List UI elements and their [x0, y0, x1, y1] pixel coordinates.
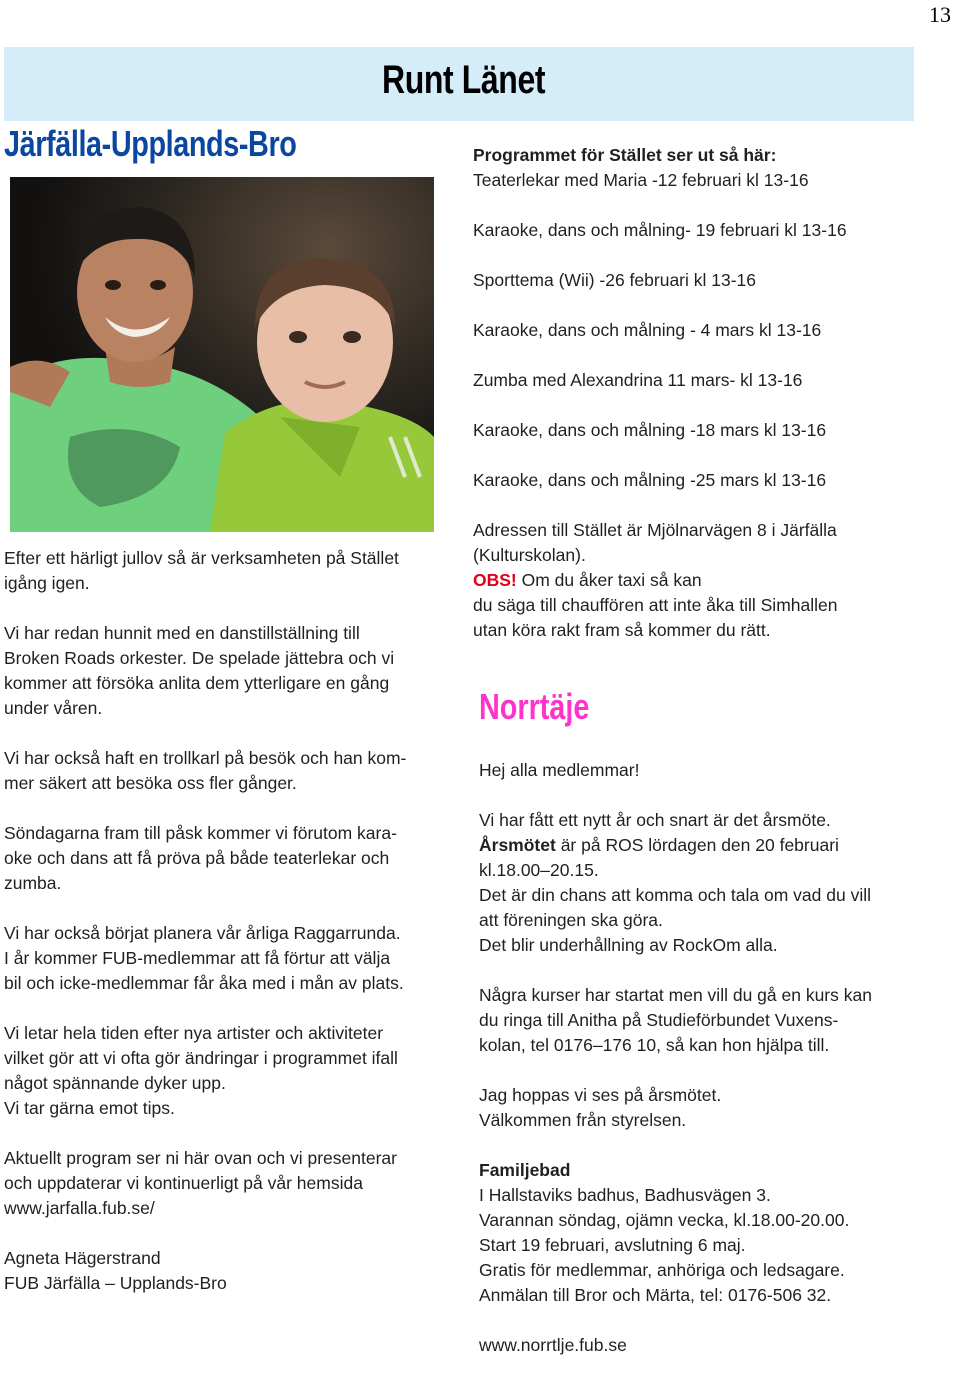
paragraph [4, 821, 442, 896]
region-title: Järfälla-Upplands-Bro [4, 123, 297, 164]
paragraph [4, 546, 442, 596]
familjebad-heading: Familjebad [479, 1160, 571, 1180]
text-line: Vi har också börjat planera vår årliga Raggarrunda. [4, 923, 401, 943]
text-line: oke och dans att få pröva på både teaterlekar och [4, 848, 390, 868]
program-list [473, 143, 913, 518]
greeting: Hej alla medlemmar! [479, 760, 640, 780]
page-number: 13 [929, 2, 951, 27]
photo-two-men [10, 177, 434, 532]
text-line: Broken Roads orkester. De spelade jättebra och vi [4, 648, 395, 668]
text-line: Vi letar hela tiden efter nya artister och aktiviteter [4, 1023, 384, 1043]
text-line: Start 19 februari, avslutning 6 maj. [479, 1235, 746, 1255]
obs-text: Om du åker taxi så kan [516, 570, 702, 590]
familjebad-section [479, 1158, 919, 1308]
arsmote-label: Årsmötet [479, 835, 556, 855]
text-line: Några kurser har startat men vill du gå en kurs kan [479, 985, 872, 1005]
text-line: Vi har fått ett nytt år och snart är det årsmöte. [479, 810, 831, 830]
address-line: utan köra rakt fram så kommer du rätt. [473, 620, 771, 640]
text-line: kommer att försöka anlita dem ytterligare en gång [4, 673, 390, 693]
text-line: Vi har också haft en trollkarl på besök och han kom- [4, 748, 407, 768]
paragraph [4, 1146, 442, 1221]
text-line: mer säkert att besöka oss fler gånger. [4, 773, 297, 793]
program-item: Karaoke, dans och målning - 4 mars kl 13-16 [473, 320, 822, 340]
program-item: Karaoke, dans och målning -25 mars kl 13-16 [473, 470, 827, 490]
program-item: Karaoke, dans och målning -18 mars kl 13-16 [473, 420, 827, 440]
text-line: vilket gör att vi ofta gör ändringar i programmet ifall [4, 1048, 398, 1068]
text-line: kl.18.00–20.15. [479, 860, 599, 880]
text-line: Efter ett härligt jullov så är verksamheten på Stället [4, 548, 399, 568]
program-item: Teaterlekar med Maria -12 februari kl 13-16 [473, 170, 809, 190]
address-line: du säga till chauffören att inte åka till Simhallen [473, 595, 838, 615]
text-line: något spännande dyker upp. [4, 1073, 226, 1093]
address-line: Adressen till Stället är Mjölnarvägen 8 i Järfälla [473, 520, 837, 540]
paragraph [479, 1333, 919, 1358]
text-line: Vi tar gärna emot tips. [4, 1098, 175, 1118]
address-line: (Kulturskolan). [473, 545, 586, 565]
text-line: Anmälan till Bror och Märta, tel: 0176-506 32. [479, 1285, 832, 1305]
text-line: Söndagarna fram till påsk kommer vi förutom kara- [4, 823, 397, 843]
website-link[interactable]: www.jarfalla.fub.se/ [4, 1198, 155, 1218]
text-line: bil och icke-medlemmar får åka med i mån av plats. [4, 973, 404, 993]
text-line: du ringa till Anitha på Studieförbundet Vuxens- [479, 1010, 839, 1030]
paragraph [479, 1083, 919, 1133]
text-line: igång igen. [4, 573, 90, 593]
article-left [4, 546, 442, 1321]
paragraph [4, 746, 442, 796]
signature-name: Agneta Hägerstrand [4, 1248, 161, 1268]
text-line: Välkommen från styrelsen. [479, 1110, 687, 1130]
paragraph [4, 1021, 442, 1121]
article-norrtalje [479, 758, 919, 1383]
signature [4, 1246, 442, 1296]
text-line: Det är din chans att komma och tala om vad du vill [479, 885, 871, 905]
text-line: under våren. [4, 698, 103, 718]
obs-label: OBS! [473, 570, 517, 590]
program-item: Zumba med Alexandrina 11 mars- kl 13-16 [473, 370, 803, 390]
paragraph [4, 621, 442, 721]
program-heading: Programmet för Stället ser ut så här: [473, 145, 777, 165]
text-line: Jag hoppas vi ses på årsmötet. [479, 1085, 722, 1105]
text-line: Gratis för medlemmar, anhöriga och ledsagare. [479, 1260, 845, 1280]
text-line: kolan, tel 0176–176 10, så kan hon hjälpa till. [479, 1035, 830, 1055]
paragraph [479, 808, 919, 958]
paragraph [479, 758, 919, 783]
text-line: zumba. [4, 873, 62, 893]
paragraph [4, 921, 442, 996]
paragraph [479, 983, 919, 1058]
text-line: Vi har redan hunnit med en danstillställning till [4, 623, 360, 643]
text-line: att föreningen ska göra. [479, 910, 663, 930]
program-item: Karaoke, dans och målning- 19 februari kl 13-16 [473, 220, 847, 240]
text-line: I år kommer FUB-medlemmar att få förtur att välja [4, 948, 391, 968]
website-link[interactable]: www.norrtlje.fub.se [479, 1335, 627, 1355]
section-title: Runt Länet [382, 58, 546, 102]
text-line: och uppdaterar vi kontinuerligt på vår hemsida [4, 1173, 363, 1193]
signature-org: FUB Järfälla – Upplands-Bro [4, 1273, 227, 1293]
text-line: Varannan söndag, ojämn vecka, kl.18.00-20.00. [479, 1210, 850, 1230]
norrtalje-title: Norrtäje [479, 686, 590, 727]
text-line [479, 833, 919, 858]
text-line: Det blir underhållning av RockOm alla. [479, 935, 778, 955]
program-item: Sporttema (Wii) -26 februari kl 13-16 [473, 270, 757, 290]
obs-line [473, 568, 913, 593]
text-line: I Hallstaviks badhus, Badhusvägen 3. [479, 1185, 771, 1205]
text-line: Aktuellt program ser ni här ovan och vi presenterar [4, 1148, 397, 1168]
address-block [473, 518, 913, 643]
text-fragment: är på ROS lördagen den 20 februari [555, 835, 839, 855]
